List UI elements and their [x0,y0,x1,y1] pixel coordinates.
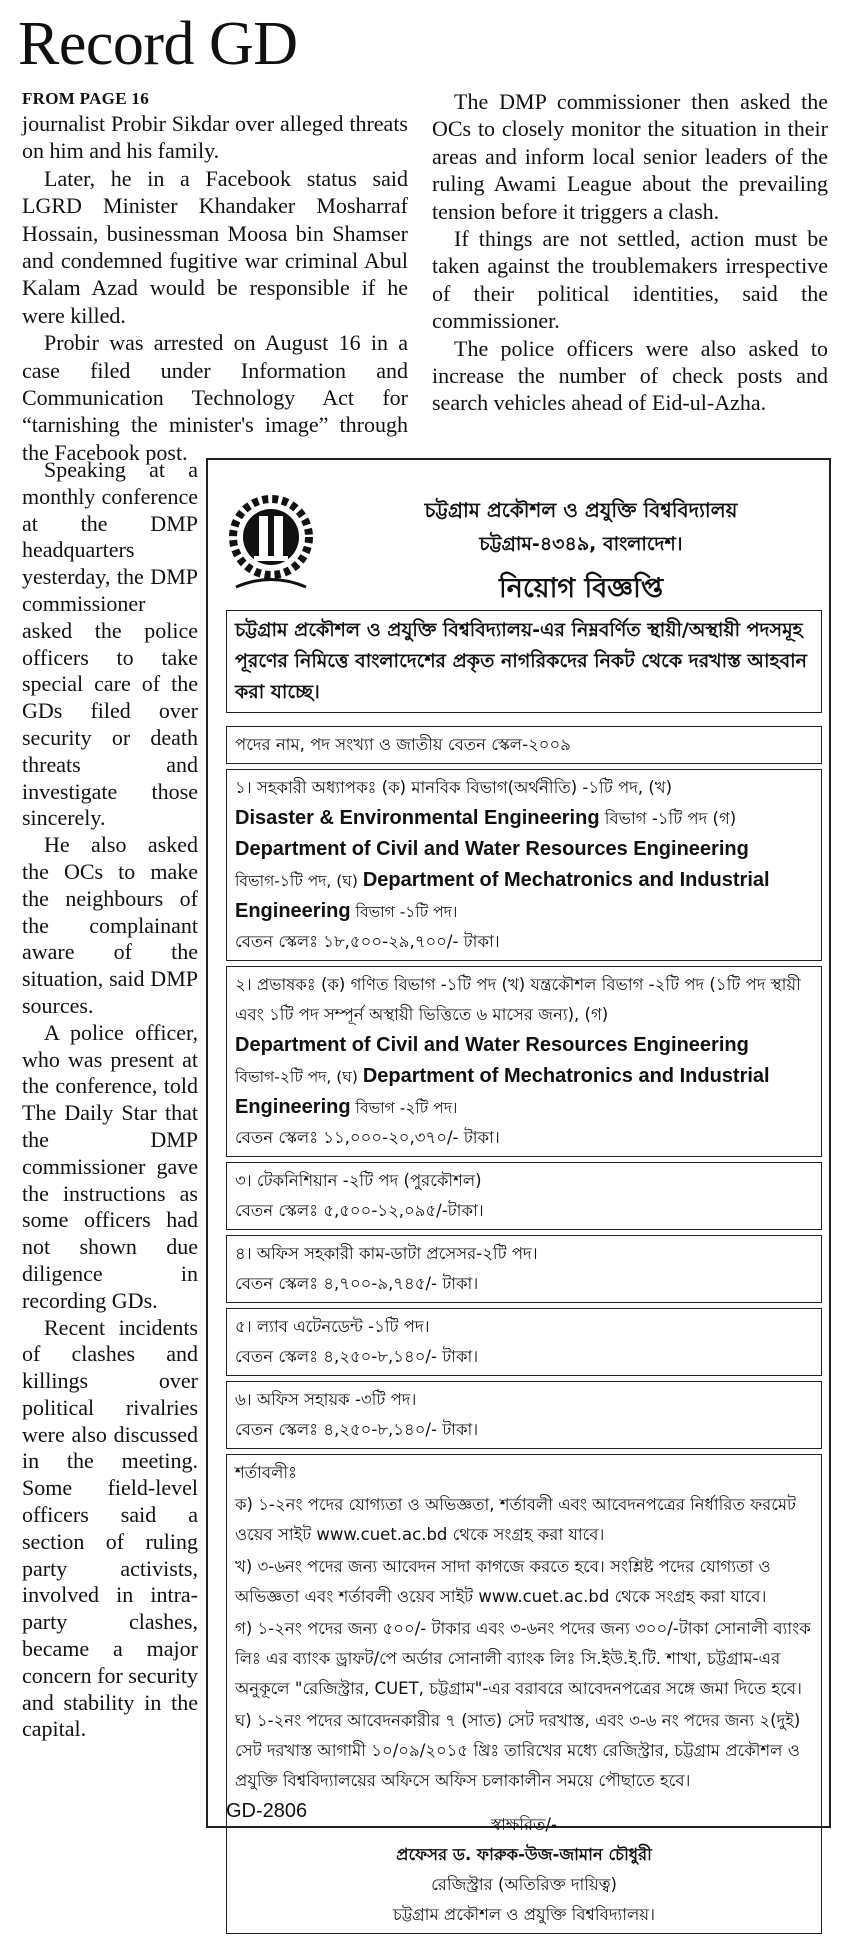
post-title: ৬। অফিস সহায়ক -৩টি পদ। [235,1390,417,1409]
post-title: ৫। ল্যাব এটেনডেন্ট -১টি পদ। [235,1317,430,1336]
paragraph: If things are not settled, action must be taken against the troublemakers irrespective of their political identities, said the commissioner. [432,226,828,334]
condition-item: গ) ১-২নং পদের জন্য ৫০০/- টাকার এবং ৩-৬নং পদের জন্য ৩০০/-টাকা সোনালী ব্যাংক লিঃ এর ব্যাংক ড্রাফট/পে অর্ডার সোনালী ব্যাংক লিঃ সি.ইউ.ই.টি. শাখা, চট্টগ্রাম-এর অনুকূলে "রেজিস্ট্রার, CUET, চট্টগ্রাম"-এর বরাবরে আবেদনপত্রের সঙ্গে জমা দিতে হবে। [235,1619,811,1698]
pay-scale: বেতন স্কেলঃ ৪,২৫০-৮,১৪০/- টাকা। [235,1420,479,1439]
notice-intro: চট্টগ্রাম প্রকৌশল ও প্রযুক্তি বিশ্ববিদ্যালয়-এর নিম্নবর্ণিত স্থায়ী/অস্থায়ী পদসমূহ পূরণের নিমিত্তে বাংলাদেশের প্রকৃত নাগরিকদের নিকট থেকে দরখাস্ত আহবান করা যাচ্ছে। [226,610,822,713]
signed-label: স্বাক্ষরিত/- [491,1815,557,1834]
article-column-2 [432,88,828,417]
paragraph: A police officer, who was present at the conference, told The Daily Star that the DMP commissioner gave the instructions as some officers had not shown due diligence in recording GDs. [22,1019,198,1313]
post-2 [226,966,822,1157]
post-5 [226,1308,822,1376]
department-name: Department of Mechatronics and Industrial Engineering [235,1065,770,1118]
paragraph: journalist Probir Sikdar over alleged threats on him and his family. [22,111,408,164]
university-address: চট্টগ্রাম-৪৩৪৯, বাংলাদেশ। [479,533,683,555]
post-4 [226,1235,822,1303]
post-text: বিভাগ-২টি পদ, (ঘ) [235,1068,363,1086]
department-name: Department of Civil and Water Resources Engineering [235,838,749,860]
department-name: Disaster & Environmental Engineering [235,807,600,829]
signatory-role: রেজিস্ট্রার (অতিরিক্ত দায়িত্ব) [431,1875,617,1894]
department-name: Department of Civil and Water Resources Engineering [235,1034,749,1056]
paragraph: Later, he in a Facebook status said LGRD Minister Khandaker Mosharraf Hossain, businessman Moosa bin Shamser and condemned fugitive war criminal Abul Kalam Azad would be responsible if he were killed. [22,165,408,328]
signature-block [235,1798,813,1930]
post-1 [226,769,822,961]
pay-scale: বেতন স্কেলঃ ৫,৫০০-১২,০৯৫/-টাকা। [235,1201,484,1220]
headline: Record GD [18,10,298,78]
condition-item: খ) ৩-৬নং পদের জন্য আবেদন সাদা কাগজে করতে হবে। সংশ্লিষ্ট পদের যোগ্যতা ও অভিজ্ঞতা এবং শর্তাবলী ওয়েব সাইট www.cuet.ac.bd থেকে সংগ্রহ করা যাবে। [235,1557,771,1606]
signatory-org: চট্টগ্রাম প্রকৌশল ও প্রযুক্তি বিশ্ববিদ্যালয়। [393,1905,655,1924]
kicker: FROM PAGE 16 [22,89,149,108]
pay-scale: বেতন স্কেলঃ ৪,২৫০-৮,১৪০/- টাকা। [235,1347,479,1366]
pay-scale: বেতন স্কেলঃ ৪,৭০০-৯,৭৪৫/- টাকা। [235,1274,479,1293]
paragraph: He also asked the OCs to make the neighbours of the complainant aware of the situation, said DMP sources. [22,832,198,1018]
paragraph: Recent incidents of clashes and killings over political rivalries were also discussed in the meeting. Some field-level officers said a section of ruling party activists, involved in intra-party clashes, became a major concern for security and stability in the capital. [22,1314,198,1742]
paragraph: The DMP commissioner then asked the OCs to closely monitor the situation in their areas and inform local senior leaders of the ruling Awami League about the prevailing tension before it triggers a clash. [432,89,828,224]
paragraph: The police officers were also asked to increase the number of check posts and search vehicles ahead of Eid-ul-Azha. [432,335,828,416]
conditions [226,1454,822,1934]
ad-code: GD-2806 [226,1800,308,1822]
notice-title: নিয়োগ বিজ্ঞপ্তি [498,573,664,604]
post-title: ৩। টেকনিশিয়ান -২টি পদ (পুরকৌশল) [235,1171,482,1190]
posts-header: পদের নাম, পদ সংখ্যা ও জাতীয় বেতন স্কেল-২০০৯ [226,726,822,764]
post-text: বিভাগ -১টি পদ। [350,903,458,921]
post-text: ২। প্রভাষকঃ (ক) গণিত বিভাগ -১টি পদ (খ) যন্ত্রকৌশল বিভাগ -২টি পদ (১টি পদ স্থায়ী এবং ১টি পদ সম্পূর্ন অস্থায়ী ভিত্তিতে ৬ মাসের জন্য), (গ) [235,975,801,1024]
article-column-1 [22,88,408,466]
condition-item: ঘ) ১-২নং পদের আবেদনকারীর ৭ (সাত) সেট দরখাস্ত, এবং ৩-৬ নং পদের জন্য ২(দুই) সেট দরখাস্ত আগামী ১০/০৯/২০১৫ খ্রিঃ তারিখের মধ্যে রেজিস্ট্রার, চট্টগ্রাম প্রকৌশল ও প্রযুক্তি বিশ্ববিদ্যালয়ের অফিসে অফিস চলাকালীন সময়ে পৌছাতে হবে। [235,1711,801,1790]
condition-item: ক) ১-২নং পদের যোগ্যতা ও অভিজ্ঞতা, শর্তাবলী এবং আবেদনপত্রের নির্ধারিত ফরমেট ওয়েব সাইট www.cuet.ac.bd থেকে সংগ্রহ করা যাবে। [235,1495,797,1544]
paragraph: Probir was arrested on August 16 in a case filed under Information and Communication Technology Act for “tarnishing the minister's image” through the Facebook post. [22,330,408,465]
post-text: বিভাগ -২টি পদ। [350,1099,458,1117]
post-3 [226,1162,822,1230]
paragraph: Speaking at a monthly conference at the DMP headquarters yesterday, the DMP commissioner asked the police officers to take special care of the GDs filed over security or death threats and investigate those sincerely. [22,457,198,831]
article-column-3 [22,457,198,1743]
notice-body [226,726,822,1939]
post-text: বিভাগ-১টি পদ, (ঘ) [235,872,363,890]
post-text: বিভাগ -১টি পদ (গ) [599,809,737,828]
university-name: চট্টগ্রাম প্রকৌশল ও প্রযুক্তি বিশ্ববিদ্যালয় [424,498,738,522]
university-logo-icon [226,492,316,602]
pay-scale: বেতন স্কেলঃ ১৮,৫০০-২৯,৭০০/- টাকা। [235,932,500,951]
post-text: ১। সহকারী অধ্যাপকঃ (ক) মানবিক বিভাগ(অর্থনীতি) -১টি পদ, (খ) [235,778,673,797]
signatory-name: প্রফেসর ড. ফারুক-উজ-জামান চৌধুরী [396,1845,652,1864]
pay-scale: বেতন স্কেলঃ ১১,০০০-২০,৩৭০/- টাকা। [235,1128,500,1147]
post-title: ৪। অফিস সহকারী কাম-ডাটা প্রসেসর-২টি পদ। [235,1244,538,1263]
department-name: Department of Mechatronics and Industrial Engineering [235,869,770,922]
post-6 [226,1381,822,1449]
conditions-title: শর্তাবলীঃ [235,1463,297,1482]
